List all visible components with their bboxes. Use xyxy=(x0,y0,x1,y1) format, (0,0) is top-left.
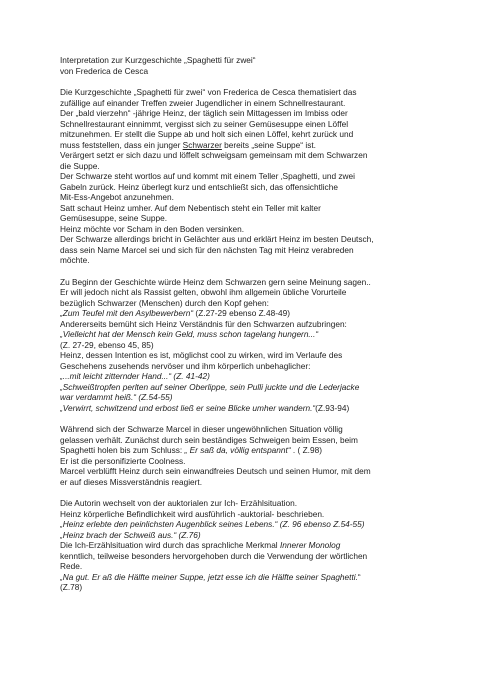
text-line: Die Kurzgeschichte „Spaghetti für zwei“ von Frederica de Cesca thematisiert das xyxy=(60,87,357,97)
text-line: mitzunehmen. Er stellt die Suppe ab und holt sich einen Löffel, kehrt zurück und xyxy=(60,129,354,139)
quote-line xyxy=(60,403,440,414)
text-line: Er will jedoch nicht als Rassist gelten, obwohl ihm allgemein übliche Vorurteile xyxy=(60,287,347,297)
text-span: Spaghetti holen bis zum Schluss: xyxy=(60,445,185,455)
text-line: bezüglich Schwarzer (Menschen) durch den Kopf gehen: xyxy=(60,297,269,308)
text-line: zufällige auf einander Treffen zweier Jugendlicher in einem Schnellrestaurant. xyxy=(60,97,346,108)
text-line: Der Schwarze steht wortlos auf und kommt mit einem Teller ‚Spaghetti, und zwei xyxy=(60,171,355,181)
text-line: Andererseits bemüht sich Heinz Verständnis für den Schwarzen aufzubringen: xyxy=(60,318,347,329)
text-span: bereits „seine Suppe“ ist. xyxy=(221,139,316,150)
underlined-word: Schwarzer xyxy=(182,139,222,150)
citation-line: (Z.78) xyxy=(60,582,83,592)
citation: . ( Z.98) xyxy=(290,445,322,455)
text-line: Rede. xyxy=(60,561,83,571)
text-line: Während sich der Schwarze Marcel in dieser ungewöhnlichen Situation völlig xyxy=(60,424,343,434)
quote-text: „Zum Teufel mit den Asylbewerbern“ xyxy=(60,308,194,318)
quote-line: war verdammt heiß.“ (Z.54-55) xyxy=(60,392,173,402)
quote-line: „Schweißtropfen perlten auf seiner Oberlippe, sein Pulli juckte und die Lederjacke xyxy=(60,381,360,392)
quote-text: „Na gut. Er aß die Hälfte meiner Suppe, jetzt esse ich die Hälfte seiner Spaghetti. xyxy=(60,571,358,582)
paragraph-summary xyxy=(60,87,440,266)
text-line: Die Autorin wechselt von der auktorialen zur Ich- Erzählsituation. xyxy=(60,498,298,508)
text-line: Heinz möchte vor Scham in den Boden versinken. xyxy=(60,223,245,234)
text-line xyxy=(60,445,440,456)
text-line: dass sein Name Marcel sei und sich für den nächsten Tag mit Heinz verabreden xyxy=(60,244,354,255)
text-line: Der Schwarze allerdings bricht in Gelächter aus und erklärt Heinz im besten Deutsch, xyxy=(60,234,374,244)
text-line: die Suppe. xyxy=(60,160,100,171)
text-line: Gemüsesuppe, seine Suppe. xyxy=(60,213,168,223)
text-line: Der „bald vierzehn“ -jährige Heinz, der täglich sein Mittagessen im Imbiss oder xyxy=(60,108,348,118)
quote-text: „Verwirrt, schwitzend und erbost ließ er seine Blicke umher wandern.“ xyxy=(60,402,316,413)
quote-line: „Vielleicht hat der Mensch kein Geld, muss schon tagelang hungern...“ xyxy=(60,329,319,339)
text-line: Satt schaut Heinz umher. Auf dem Nebentisch steht ein Teller mit kalter xyxy=(60,202,321,213)
quote-close: “ xyxy=(357,571,361,582)
citation: (Z.27-29 ebenso Z.48-49) xyxy=(193,308,290,318)
text-line: gelassen verhält. Zunächst durch sein beständiges Schweigen beim Essen, beim xyxy=(60,434,358,445)
text-line: Verärgert setzt er sich dazu und löffelt schweigsam gemeinsam mit dem Schwarzen xyxy=(60,150,368,160)
quote-line: „Heinz brach der Schweiß aus.“ (Z.76) xyxy=(60,529,201,540)
citation: (Z.93-94) xyxy=(315,402,350,413)
text-span: Die Ich-Erzählsituation wird durch das sprachliche Merkmal xyxy=(60,540,280,550)
term-inner-monologue: Innerer Monolog xyxy=(279,540,341,550)
quote-text: „ Er saß da, völlig entspannt“ xyxy=(184,445,291,455)
document-heading xyxy=(60,55,440,76)
text-span: muss feststellen, dass ein junger xyxy=(60,139,183,150)
text-line: kenntlich, teilweise besonders hervorgehoben durch die Verwendung der wörtlichen xyxy=(60,550,368,561)
paragraph-narrative-perspective xyxy=(60,498,440,593)
quote-line: „Heinz erlebte den peinlichsten Augenblick seines Lebens.“ (Z. 96 ebenso Z.54-55) xyxy=(60,519,365,529)
text-line: Gabeln zurück. Heinz überlegt kurz und entschließt sich, das offensichtliche xyxy=(60,181,338,192)
text-line xyxy=(60,140,440,151)
paragraph-marcel-analysis xyxy=(60,424,440,487)
text-line: Mit-Ess-Angebot anzunehmen. xyxy=(60,192,174,202)
heading-author: von Frederica de Cesca xyxy=(60,65,149,76)
text-line: Heinz, dessen Intention es ist, möglichst cool zu wirken, wird im Verlaufe des xyxy=(60,350,343,360)
text-line: Er ist die personifizierte Coolness. xyxy=(60,455,186,466)
text-line: Marcel verblüfft Heinz durch sein einwandfreies Deutsch und seinen Humor, mit dem xyxy=(60,466,371,476)
paragraph-heinz-analysis xyxy=(60,277,440,414)
text-line: Geschehens zusehends nervöser und ihm körperlich unbehaglicher: xyxy=(60,360,311,371)
quote-line xyxy=(60,308,440,319)
text-line: Heinz körperliche Befindlichkeit wird ausführlich -auktorial- beschrieben. xyxy=(60,508,325,519)
text-line: Schnellrestaurant einnimmt, vergisst sich zu seiner Gemüsesuppe einen Löffel xyxy=(60,118,349,129)
text-line: möchte. xyxy=(60,255,90,265)
heading-title: Interpretation zur Kurzgeschichte „Spaghetti für zwei“ xyxy=(60,55,256,65)
text-line xyxy=(60,540,440,551)
quote-line xyxy=(60,572,440,583)
text-line: Zu Beginn der Geschichte würde Heinz dem Schwarzen gern seine Meinung sagen.. xyxy=(60,276,371,287)
citation-line: (Z. 27-29, ebenso 45, 85) xyxy=(60,339,154,350)
quote-line: „...mit leicht zitternder Hand...“ (Z. 41-42) xyxy=(60,371,210,381)
text-line: er auf dieses Missverständnis reagiert. xyxy=(60,476,203,487)
